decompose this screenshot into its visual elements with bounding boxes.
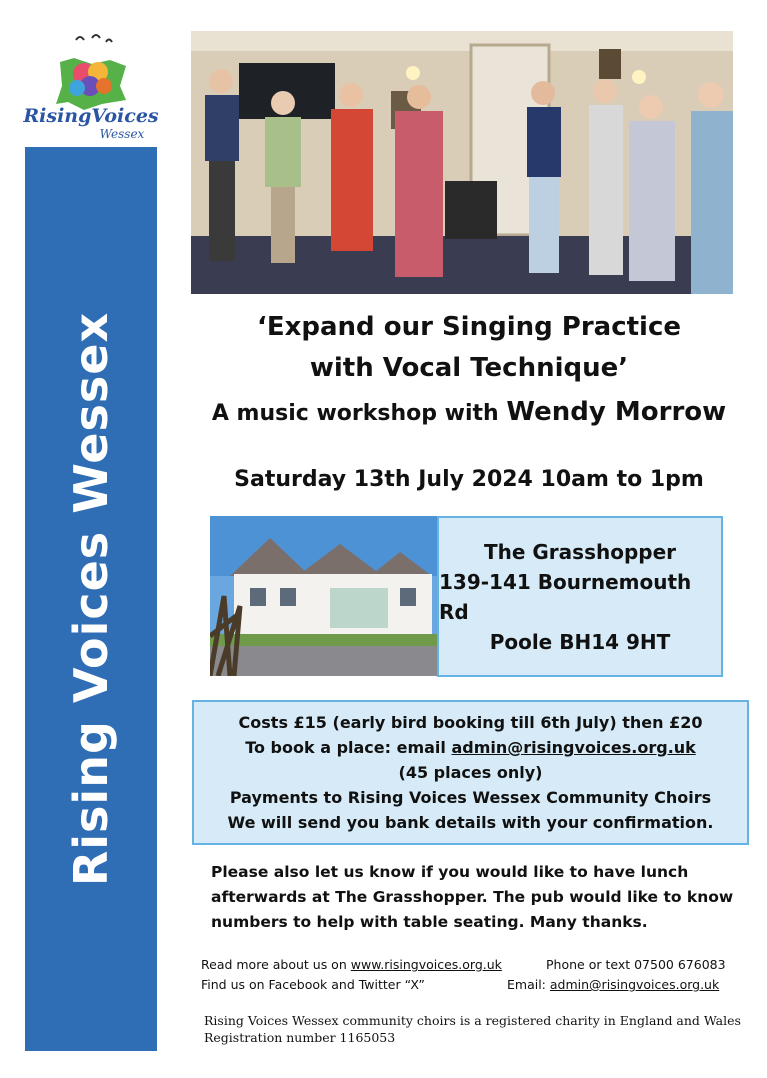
footer-social: Find us on Facebook and Twitter “X”: [201, 977, 425, 992]
venue-street: 139-141 Bournemouth Rd: [439, 569, 692, 624]
footer-website-line: [201, 957, 502, 972]
footer-email-link[interactable]: admin@risingvoices.org.uk: [549, 977, 720, 992]
venue-town: Poole BH14 9HT: [489, 629, 671, 654]
bank-line: We will send you bank details with your confirmation.: [227, 813, 714, 832]
charity-statement: [204, 1012, 741, 1046]
booking-email-link[interactable]: admin@risingvoices.org.uk: [451, 738, 696, 757]
charity-line-2: Registration number 1165053: [204, 1030, 396, 1045]
venue-name: The Grasshopper: [483, 539, 677, 564]
booking-info-box: [192, 700, 749, 845]
cost-line: Costs £15 (early bird booking till 6th July) then £20: [238, 713, 703, 732]
logo-wordmark: RisingVoices: [23, 105, 159, 127]
charity-line-1: Rising Voices Wessex community choirs is a registered charity in England and Wales: [204, 1013, 741, 1028]
logo-wordmark-sub: Wessex: [99, 127, 145, 141]
booking-prefix: To book a place: email: [245, 738, 446, 757]
lunch-note: [211, 860, 741, 935]
lunch-line-1: Please also let us know if you would like to have lunch: [211, 863, 689, 881]
sidebar-banner: [25, 147, 157, 1051]
rising-voices-logo: [22, 30, 160, 142]
footer-phone: Phone or text 07500 676083: [546, 957, 726, 972]
footer-email-line: [507, 977, 719, 992]
event-subtitle: [191, 397, 747, 427]
footer-website-link[interactable]: www.risingvoices.org.uk: [350, 957, 502, 972]
booking-line: [245, 735, 696, 760]
places-line: (45 places only): [398, 763, 543, 782]
footer-email-prefix: Email:: [507, 977, 546, 992]
event-title-line-2: with Vocal Technique’: [309, 353, 629, 383]
event-datetime: Saturday 13th July 2024 10am to 1pm: [234, 467, 704, 492]
choir-group-photo: [191, 31, 733, 294]
sidebar-title: Rising Voices Wessex: [64, 311, 118, 887]
subtitle-prefix: A music workshop with: [211, 401, 499, 426]
lunch-line-2: afterwards at The Grasshopper. The pub would like to know: [211, 888, 734, 906]
event-title-line-1: ‘Expand our Singing Practice: [256, 312, 682, 342]
payments-line: Payments to Rising Voices Wessex Community Choirs: [229, 788, 712, 807]
presenter-name: Wendy Morrow: [506, 397, 727, 427]
footer-read-prefix: Read more about us on: [201, 957, 347, 972]
venue-photo: [210, 516, 437, 676]
venue-address-box: [437, 516, 723, 677]
lunch-line-3: numbers to help with table seating. Many thanks.: [211, 913, 648, 931]
